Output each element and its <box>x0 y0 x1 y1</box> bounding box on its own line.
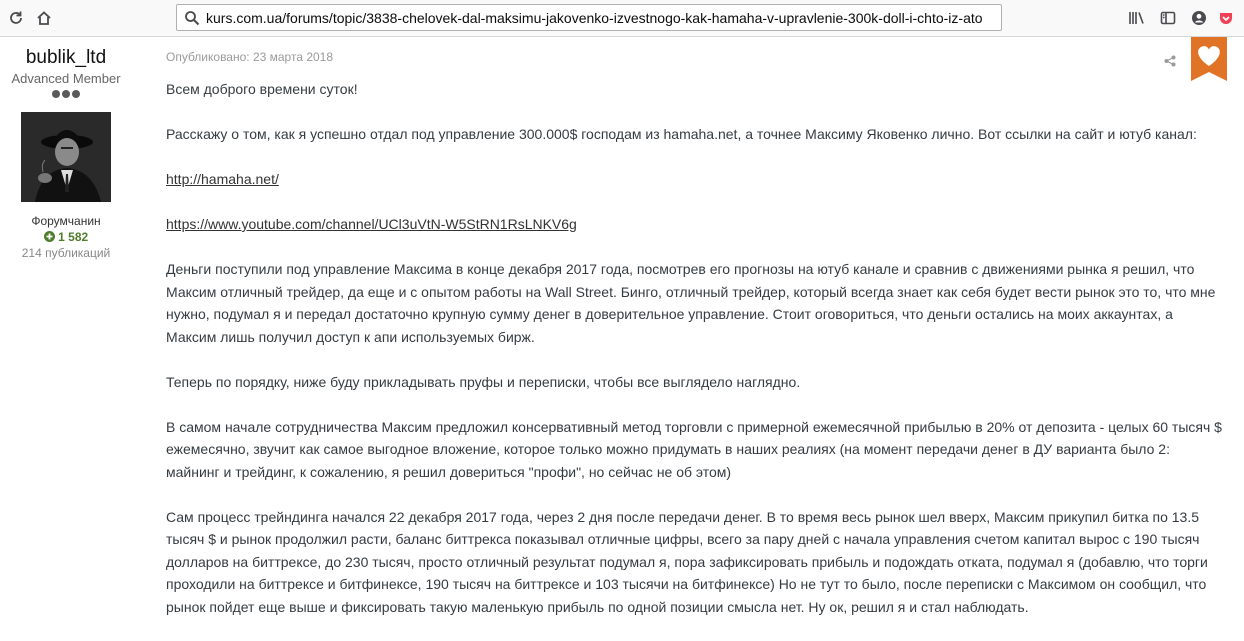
reload-icon[interactable] <box>4 6 28 30</box>
library-icon[interactable] <box>1125 6 1149 30</box>
post-paragraph: Всем доброго времени суток! <box>166 81 358 97</box>
author-title: Advanced Member <box>11 71 121 86</box>
search-icon <box>184 10 200 26</box>
pip <box>72 90 80 98</box>
member-rank: Форумчанин <box>31 214 101 228</box>
account-icon[interactable] <box>1187 6 1211 30</box>
plus-circle-icon <box>44 231 55 242</box>
youtube-link[interactable]: https://www.youtube.com/channel/UCl3uVtN-W5StRN1RsLNKV6g <box>166 216 577 232</box>
address-bar[interactable] <box>176 4 1002 31</box>
author-panel <box>0 38 132 260</box>
member-pips <box>0 90 132 98</box>
reputation-count: 1 582 <box>58 230 89 244</box>
post-paragraph: Сам процесс трейндинга начался 22 декабря 2017 года, через 2 дня после передачи денег. В то время весь рынок шел вверх, Максим прикупил битка по 13.5 тысяч $ и рынок продолжил расти, баланс биттрекса показывал отличные цифры, всего за пару дней с начала управления счетом капитал вырос с 190 тысяч долларов на биттрексе, до 230 тысяч, просто отличный результат подумал я, пора зафиксировать прибыль и подождать отката, подумал я (добавлю, что торги проходили на биттрексе и битфинексе, 190 тысяч на биттрексе и 103 тысячи на битфинексе) Но не тут то было, после переписки с Максимом он сообщил, что рынок пойдет еще выше и фиксировать такую маленькую прибыль по одной позиции смысла нет. Ну ок, решил я и стал наблюдать. <box>166 508 1208 615</box>
post <box>166 38 1222 641</box>
browser-toolbar <box>0 0 1244 37</box>
post-date[interactable]: Опубликовано: 23 марта 2018 <box>166 50 334 64</box>
post-paragraph: В самом начале сотрудничества Максим предложил консервативный метод торговли с примерной ежемесячной прибылью в 20% от депозита - целых 60 тысяч $ ежемесячно, звучит как самое выгодное вложение, которое только можно придумать в наших реалиях (на момент передачи денег в ДУ варианта было 2: майнинг и трейдинг, к сожалению, я решил довериться "профи", но сейчас не об этом) <box>166 418 1222 480</box>
url-text: kurs.com.ua/forums/topic/3838-chelovek-dal-maksimu-jakovenko-izvestnogo-kak-hamaha-v-upravlenie-300k-doll-i-chto-iz-ato <box>206 9 983 26</box>
post-body <box>166 78 1222 618</box>
pip <box>62 90 70 98</box>
pocket-icon[interactable] <box>1214 6 1238 30</box>
like-badge[interactable] <box>1191 37 1227 86</box>
author-name[interactable]: bublik_ltd <box>25 47 107 68</box>
home-icon[interactable] <box>32 6 56 30</box>
avatar[interactable] <box>21 112 111 202</box>
post-paragraph: Деньги поступили под управление Максима в конце декабря 2017 года, посмотрев его прогнозы на ютуб канале и сравнив с движениями рынка я решил, что Максим отличный трейдер, да еще и с опытом работы на Wall Street. Бинго, отличный трейдер, который всегда знает как себя будет вести рынок это то, что мне нужно, подумал я и передал достаточно крупную сумму денег в доверительное управление. Стоит оговориться, что деньги остались на моих аккаунтах, а Максим лишь получил доступ к апи используемых бирж. <box>166 261 1216 345</box>
post-paragraph: Теперь по порядку, ниже буду прикладывать пруфы и переписки, чтобы все выглядело наглядно. <box>166 373 801 390</box>
post-paragraph: Расскажу о том, как я успешно отдал под управление 300.000$ господам из hamaha.net, а точнее Максиму Яковенко лично. Вот ссылки на сайт и ютуб канал: <box>166 126 1197 142</box>
pip <box>52 90 60 98</box>
sidebar-icon[interactable] <box>1156 6 1180 30</box>
reputation <box>0 230 132 244</box>
site-link[interactable]: http://hamaha.net/ <box>166 171 279 187</box>
share-icon[interactable] <box>1164 54 1176 72</box>
post-count: 214 публикаций <box>21 246 111 260</box>
